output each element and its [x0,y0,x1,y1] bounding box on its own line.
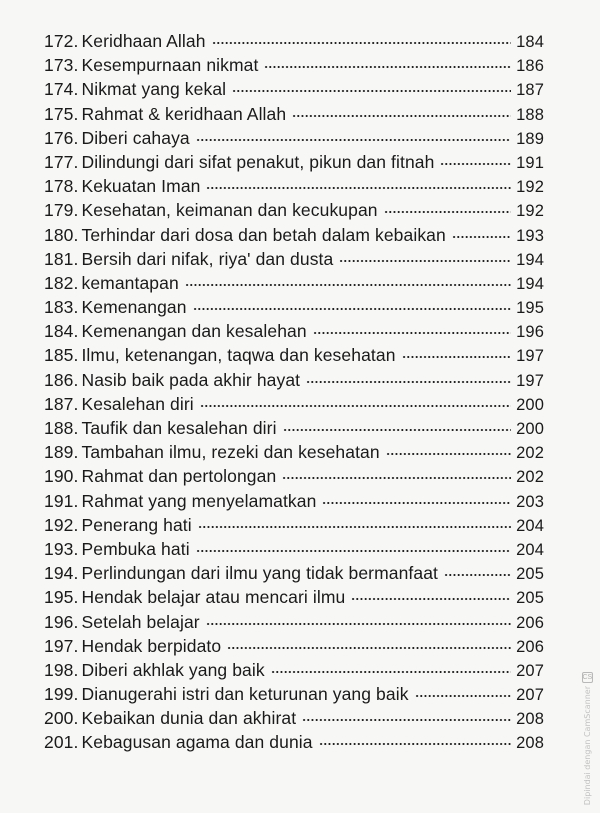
entry-title: Bersih dari nifak, riya' dan dusta [81,248,334,269]
dot-leader [282,466,511,480]
toc-entry [44,610,544,634]
entry-page-number: 206 [516,637,544,656]
toc-entry [44,77,544,101]
dot-leader [339,249,511,263]
entry-number: 192. [44,514,79,535]
toc-entry [44,513,544,537]
entry-number: 181. [44,248,79,269]
toc-entry [44,392,544,416]
entry-title: Dilindungi dari sifat penakut, pikun dan fitnah [81,151,435,172]
dot-leader [264,55,511,69]
entry-title: Diberi akhlak yang baik [81,659,265,680]
dot-leader [198,515,511,529]
dot-leader [306,370,511,384]
entry-number: 200. [44,708,79,729]
dot-leader [232,79,511,93]
entry-title: Kesalehan diri [81,393,194,414]
toc-entry [44,223,544,247]
table-of-contents [44,29,544,755]
entry-number: 198. [44,659,79,680]
toc-entry [44,537,544,561]
dot-leader [283,418,511,432]
entry-page-number: 194 [516,274,544,293]
dot-leader [402,345,511,359]
entry-title: Diberi cahaya [81,127,190,148]
dot-leader [185,273,511,287]
entry-title: Penerang hati [81,514,192,535]
camscanner-logo-icon: CS [582,674,593,681]
toc-entry [44,561,544,585]
entry-page-number: 200 [516,395,544,414]
toc-entry [44,585,544,609]
entry-number: 173. [44,55,79,76]
entry-title: Kesempurnaan nikmat [81,55,259,76]
entry-number: 175. [44,103,79,124]
entry-page-number: 208 [516,710,544,729]
entry-title: Nasib baik pada akhir hayat [81,369,301,390]
entry-number: 185. [44,345,79,366]
dot-leader [206,176,511,190]
entry-title: Rahmat & keridhaan Allah [81,103,287,124]
entry-page-number: 202 [516,444,544,463]
entry-page-number: 202 [516,468,544,487]
entry-page-number: 193 [516,226,544,245]
entry-number: 199. [44,684,79,705]
toc-entry [44,126,544,150]
entry-number: 178. [44,176,79,197]
entry-number: 189. [44,442,79,463]
dot-leader [212,31,511,45]
entry-page-number: 197 [516,347,544,366]
entry-page-number: 194 [516,250,544,269]
entry-page-number: 192 [516,202,544,221]
entry-page-number: 205 [516,589,544,608]
entry-number: 194. [44,563,79,584]
dot-leader [386,442,511,456]
entry-number: 195. [44,587,79,608]
entry-number: 184. [44,321,79,342]
entry-page-number: 208 [516,734,544,753]
entry-title: Ilmu, ketenangan, taqwa dan kesehatan [81,345,396,366]
entry-title: Dianugerahi istri dan keturunan yang baik [81,684,409,705]
dot-leader [196,539,511,553]
entry-number: 187. [44,393,79,414]
entry-number: 179. [44,200,79,221]
entry-title: Kemenangan [81,297,187,318]
entry-page-number: 184 [516,33,544,51]
toc-entry [44,706,544,730]
toc-entry [44,174,544,198]
entry-page-number: 188 [516,105,544,124]
toc-entry [44,198,544,222]
entry-title: Kesehatan, keimanan dan kecukupan [81,200,378,221]
dot-leader [193,297,511,311]
entry-title: Nikmat yang kekal [81,79,227,100]
dot-leader [415,684,511,698]
entry-number: 177. [44,151,79,172]
entry-page-number: 207 [516,686,544,705]
entry-page-number: 200 [516,420,544,438]
entry-title: Kemenangan dan kesalehan [81,321,307,342]
entry-title: Kekuatan Iman [81,176,201,197]
dot-leader [292,104,511,118]
toc-entry [44,368,544,392]
entry-title: Keridhaan Allah [81,31,206,51]
entry-page-number: 206 [516,613,544,632]
entry-page-number: 191 [516,153,544,172]
dot-leader [196,128,511,142]
entry-number: 190. [44,466,79,487]
entry-number: 196. [44,611,79,632]
toc-entry [44,489,544,513]
entry-title: Tambahan ilmu, rezeki dan kesehatan [81,442,380,463]
entry-title: Pembuka hati [81,538,190,559]
entry-number: 176. [44,127,79,148]
dot-leader [444,563,511,577]
entry-title: Hendak belajar atau mencari ilmu [81,587,346,608]
toc-entry [44,416,544,440]
entry-title: Taufik dan kesalehan diri [81,418,277,438]
entry-page-number: 207 [516,661,544,680]
entry-title: Perlindungan dari ilmu yang tidak bermanfaat [81,563,439,584]
entry-number: 183. [44,297,79,318]
entry-page-number: 204 [516,516,544,535]
entry-page-number: 195 [516,299,544,318]
entry-number: 188. [44,418,79,438]
toc-entry [44,682,544,706]
toc-entry [44,102,544,126]
toc-entry [44,658,544,682]
entry-page-number: 205 [516,565,544,584]
entry-page-number: 203 [516,492,544,511]
entry-title: Terhindar dari dosa dan betah dalam kebaikan [81,224,446,245]
dot-leader [384,200,511,214]
dot-leader [319,732,511,746]
entry-title: Rahmat dan pertolongan [81,466,277,487]
entry-page-number: 204 [516,540,544,559]
dot-leader [227,636,511,650]
entry-number: 182. [44,272,79,293]
toc-entry [44,271,544,295]
entry-page-number: 187 [516,81,544,100]
dot-leader [302,708,511,722]
entry-number: 193. [44,538,79,559]
toc-entry [44,730,544,754]
toc-entry [44,29,544,53]
entry-page-number: 196 [516,323,544,342]
dot-leader [206,612,511,626]
entry-number: 180. [44,224,79,245]
entry-page-number: 192 [516,178,544,197]
entry-number: 201. [44,732,79,753]
entry-title: Kebagusan agama dan dunia [81,732,313,753]
toc-entry [44,634,544,658]
dot-leader [440,152,511,166]
entry-title: Setelah belajar [81,611,200,632]
dot-leader [322,491,511,505]
dot-leader [200,394,511,408]
entry-number: 172. [44,31,79,51]
dot-leader [313,321,511,335]
entry-title: Kebaikan dunia dan akhirat [81,708,297,729]
entry-title: kemantapan [81,272,179,293]
toc-entry [44,440,544,464]
entry-page-number: 189 [516,129,544,148]
entry-number: 191. [44,490,79,511]
dot-leader [452,225,511,239]
entry-title: Hendak berpidato [81,635,222,656]
entry-page-number: 197 [516,371,544,390]
watermark-text: Dipindai dengan CamScanner [582,686,592,806]
entry-page-number: 186 [516,57,544,76]
entry-title: Rahmat yang menyelamatkan [81,490,317,511]
dot-leader [271,660,511,674]
toc-entry [44,319,544,343]
toc-entry [44,343,544,367]
entry-number: 197. [44,635,79,656]
entry-number: 186. [44,369,79,390]
toc-entry [44,295,544,319]
toc-entry [44,464,544,488]
toc-entry [44,150,544,174]
toc-entry [44,247,544,271]
camscanner-watermark [580,672,594,812]
toc-entry [44,53,544,77]
entry-number: 174. [44,79,79,100]
dot-leader [351,587,511,601]
